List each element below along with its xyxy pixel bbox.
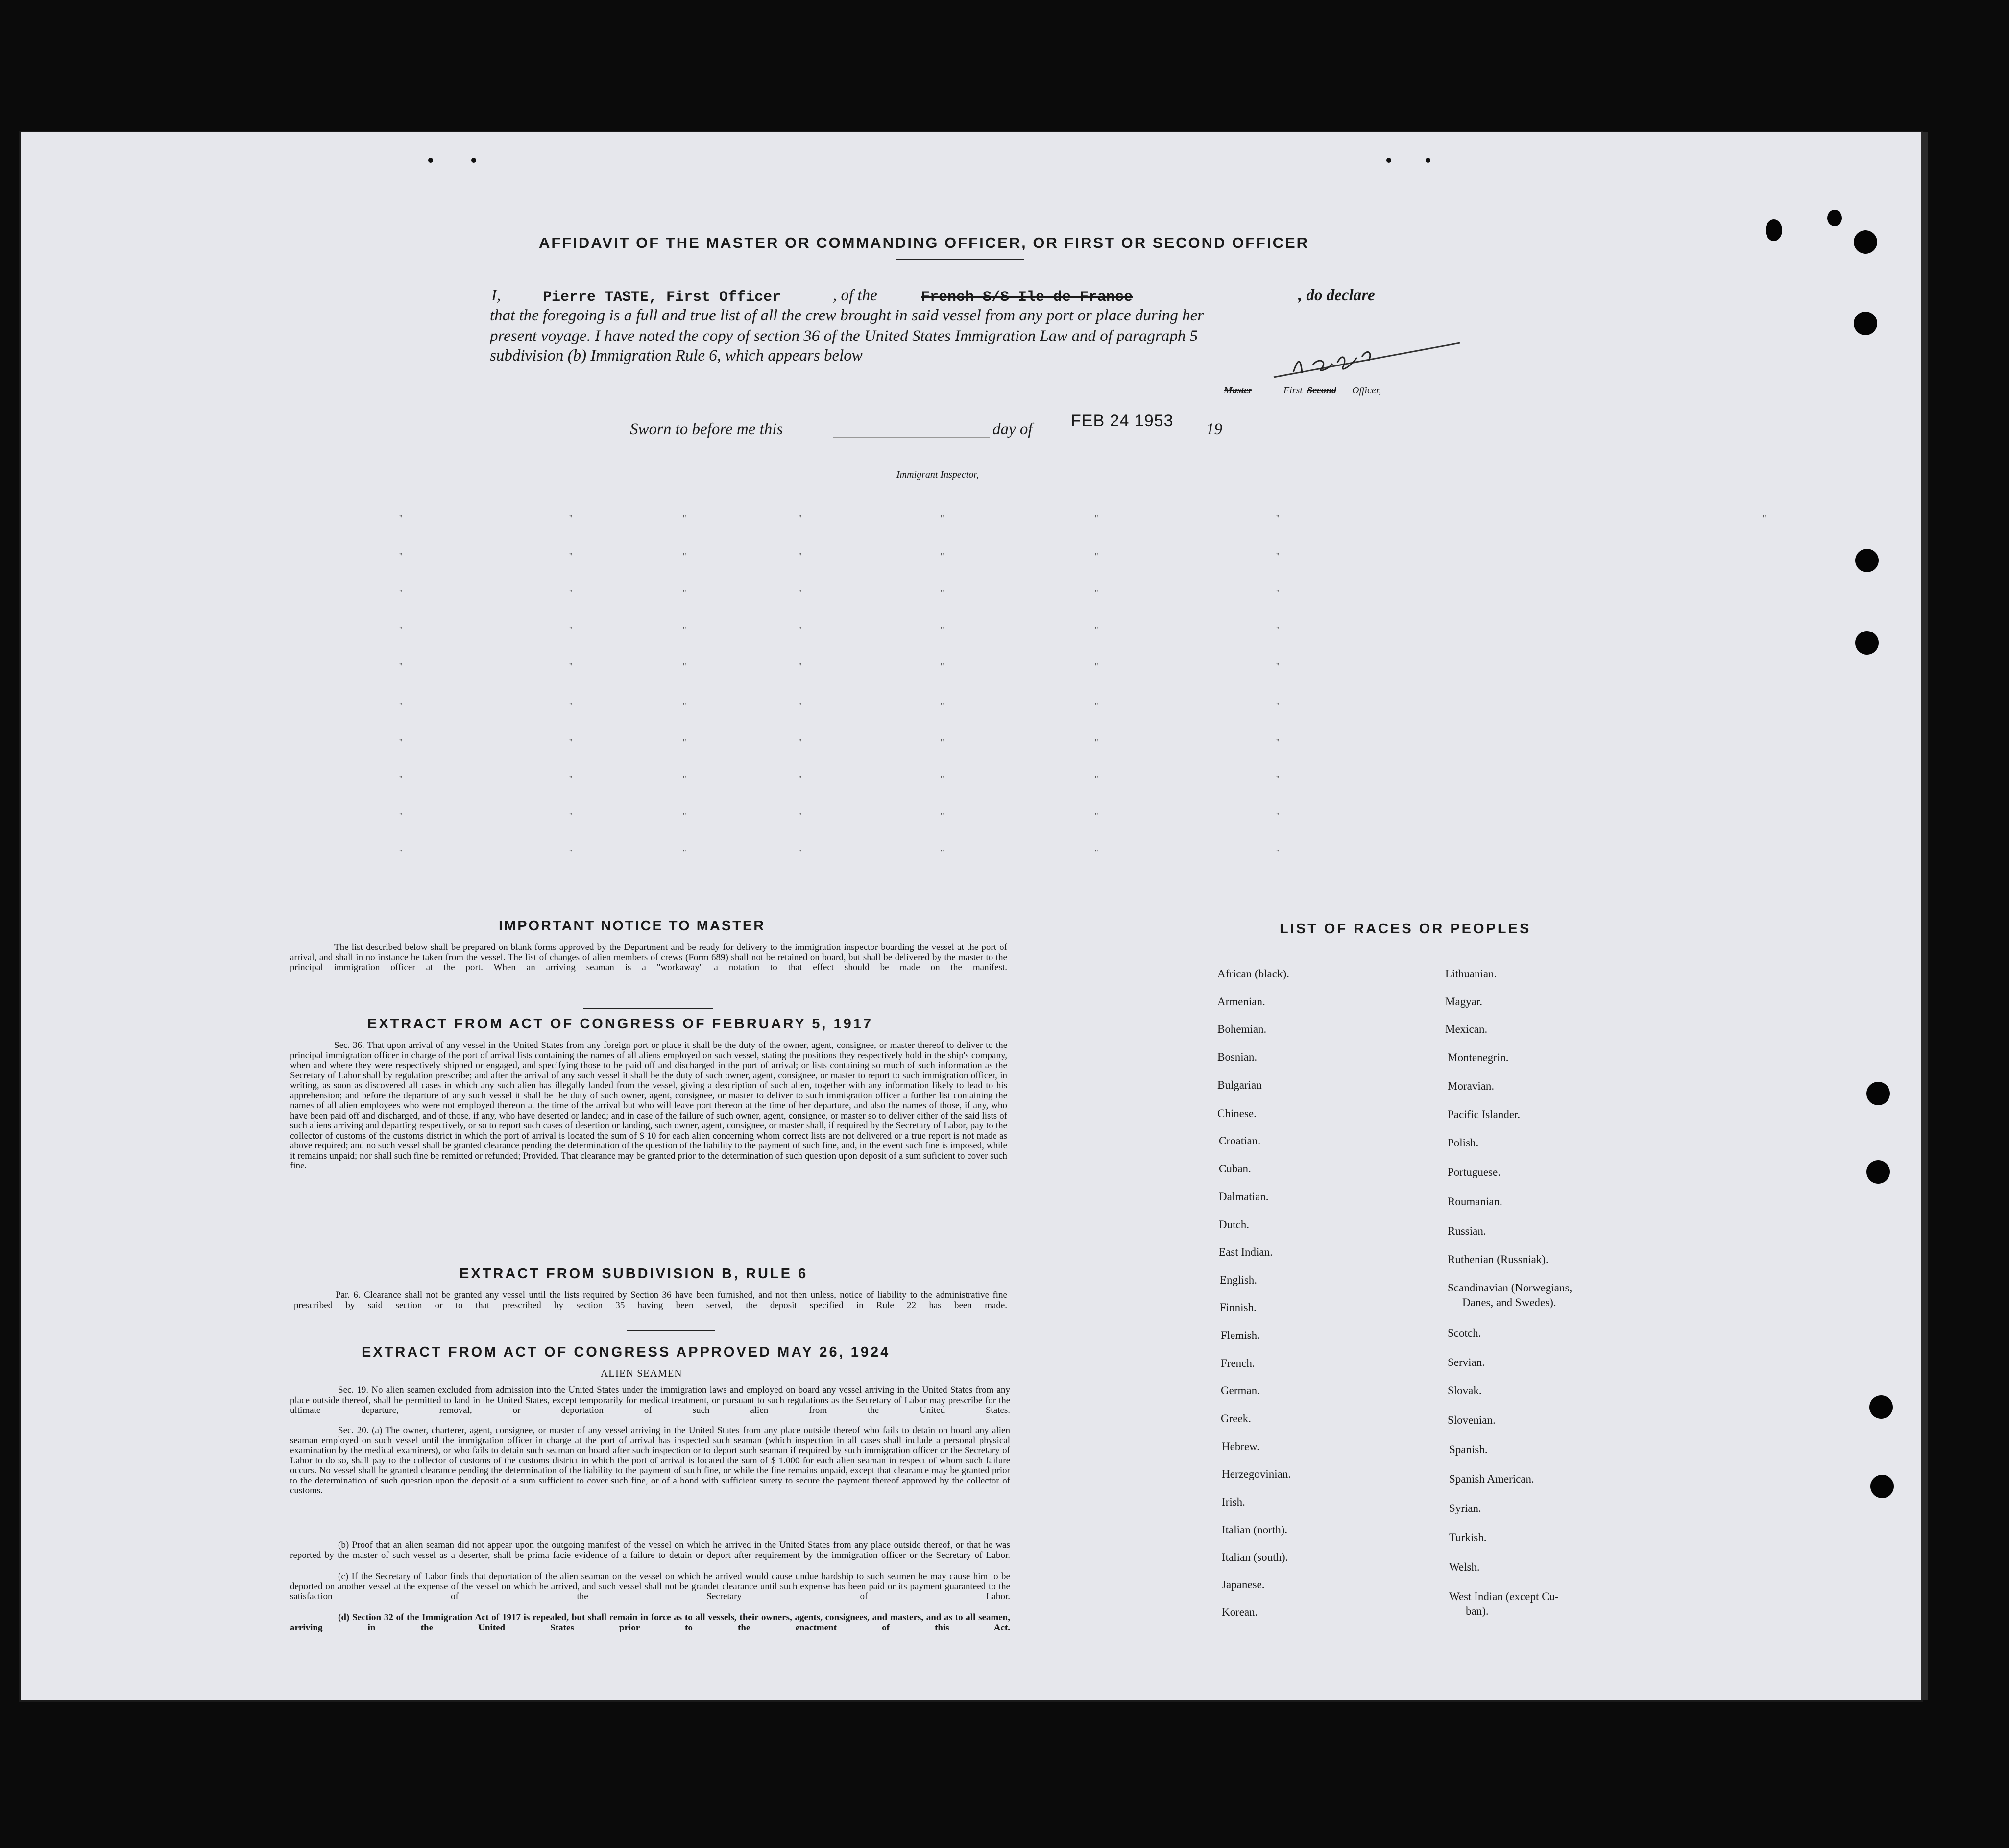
race-item: Irish. [1222,1496,1245,1508]
speck [1426,158,1430,163]
race-item: Roumanian. [1448,1195,1502,1208]
ink-blot [1827,210,1842,226]
race-item: Bulgarian [1217,1079,1262,1091]
binder-hole [1869,1395,1893,1419]
race-item: Moravian. [1448,1080,1495,1092]
race-item: Lithuanian. [1445,968,1497,980]
race-item: Greek. [1221,1412,1251,1425]
race-item: Japanese. [1222,1579,1265,1591]
race-item: Magyar. [1445,996,1483,1008]
speck [1386,158,1391,163]
race-item: Ruthenian (Russniak). [1448,1253,1549,1265]
race-item: ban). [1466,1605,1489,1617]
act-1917-heading: EXTRACT FROM ACT OF CONGRESS OF FEBRUARY 5, 1917 [367,1016,873,1032]
race-item: Finnish. [1220,1301,1257,1313]
race-item: Russian. [1448,1225,1486,1237]
vessel-name: French S/S Ile de France [921,289,1133,306]
race-item: East Indian. [1219,1246,1273,1258]
race-item: Herzegovinian. [1222,1468,1291,1480]
day-of-text: day of [992,420,1033,438]
officer-caption-first: First [1283,385,1303,396]
race-item: French. [1221,1357,1255,1369]
race-item: Armenian. [1217,996,1265,1008]
race-item: Spanish American. [1449,1473,1534,1485]
binder-hole [1866,1082,1890,1105]
year-prefix: 19 [1206,420,1222,438]
race-item: English. [1220,1274,1258,1286]
title-underline [896,259,1024,260]
race-item: Italian (south). [1222,1551,1288,1563]
race-item: Chinese. [1217,1107,1257,1119]
race-item: Pacific Islander. [1448,1108,1521,1120]
declarant-name: Pierre TASTE, First Officer [543,289,781,306]
act-1917-body: Sec. 36. That upon arrival of any vessel in the United States from any foreign port or place it shall be the duty of the owner, agent, consignee, or master thereof to deliver to the principal immigration officer in charge of the port of arrival lists containing the names of all aliens employed on such vessel, stating the positions they respectively hold in the ship's company, when and where they were respectively shipped or engaged, and specifying those to be paid off and discharged in the port of arrival; or lists containing so much of such information as the Secretary of Labor shall by regulation prescribe; and after the arrival of any such vessel it shall be the duty of such owner, agent, consignee, or master to report to such immigration officer, in writing, as soon as discovered all cases in which any such alien has illegally landed from the vessel, giving a description of such alien, together with any information likely to lead to his apprehension; and before the departure of any such vessel it shall be the duty of such owner, agent, consignee, or master to deliver to such immigration officer a further list containing the names of all alien employees who were not employed thereon at the time of the arrival but who will leave port thereon at the time of her departure, and also the names of those, if any, who have been paid off and discharged, and of those, if any, who have deserted or landed; and in case of the failure of such owner, agent, consignee, or master so to deliver either of the said lists of such aliens arriving and departing respectively, or so to report such cases of desertion or landing, such owner, agent, consignee, or master shall, if required by the Secretary of Labor, pay to the collector of customs of the customs district in which the port of arrival is located the sum of $ 10 for each alien concerning whom correct lists are not delivered or a true report is not made as above required; and no such vessel shall be granted clearance pending the determination of the question of the liability to the payment of such fine, and, in the event such fine is imposed, while it remains unpaid; nor shall such fine be remitted or refunded; Provided. That clearance may be granted prior to the determination of such question upon deposit of a sum suficient to cover such fine. [290,1040,1007,1171]
inspector-caption: Immigrant Inspector, [896,469,979,480]
officer-signature [1264,338,1470,392]
sec-19-body: Sec. 19. No alien seamen excluded from admission into the United States under the immigration laws and employed on board any vessel arriving in the United States from any place outside thereof, shall be permitted to land in the United States, except temporarily for medical treatment, or pursuant to such regulations as the Secretary of Labor may prescribe for the ultimate departure, removal, or deportation of such alien from the United States. [290,1385,1010,1415]
affidavit-line-4: subdivision (b) Immigration Rule 6, which appears below [490,347,863,365]
officer-caption-end: Officer, [1352,385,1381,396]
race-item: Bohemian. [1217,1023,1267,1035]
race-item: Montenegrin. [1448,1051,1509,1064]
race-item: Scandinavian (Norwegians, [1448,1282,1573,1294]
binder-hole [1854,230,1877,254]
race-item: Polish. [1448,1137,1479,1149]
race-item: Korean. [1222,1606,1258,1618]
sworn-text: Sworn to before me this [630,420,783,438]
affidavit-title: AFFIDAVIT OF THE MASTER OR COMMANDING OFFICER, OR FIRST OR SECOND OFFICER [539,234,1309,251]
binder-hole [1855,631,1879,655]
speck [471,158,476,163]
separator [583,1008,713,1009]
race-item: Spanish. [1449,1443,1488,1456]
rule-6-body: Par. 6. Clearance shall not be granted any vessel until the lists required by Section 36 have been furnished, and not then unless, notice of liability to the administrative fine prescribed by said section or to that prescribed by section 35 having been served, the deposit specified in Rule 22 has been made. [294,1290,1007,1311]
date-stamp: FEB 24 1953 [1071,412,1174,430]
race-item: Slovak. [1448,1385,1482,1397]
binder-hole [1855,549,1879,572]
binder-hole [1854,312,1877,335]
act-1924-subheading: ALIEN SEAMEN [601,1367,682,1379]
binder-hole [1870,1475,1894,1498]
sec-20b-body: (b) Proof that an alien seaman did not appear upon the outgoing manifest of the vessel on which he arrived in the United States from any place outside thereof, or that he was reported by the master of such vessel as a deserter, shall be prima facie evidence of a failure to detain or deport after requirement by the immigration officer or the Secretary of Labor. [290,1540,1010,1560]
binder-hole [1866,1160,1890,1184]
race-item: West Indian (except Cu- [1449,1590,1559,1603]
race-item: Slovenian. [1448,1414,1496,1426]
race-item: Syrian. [1449,1502,1481,1514]
race-item: Cuban. [1219,1163,1251,1175]
act-1924-heading: EXTRACT FROM ACT OF CONGRESS APPROVED MAY 26, 1924 [362,1344,891,1360]
race-item: Welsh. [1449,1561,1480,1573]
race-item: Dalmatian. [1219,1191,1269,1203]
affidavit-prefix: I, [491,287,501,304]
race-item: Flemish. [1221,1329,1260,1341]
do-declare-text: , do declare [1298,287,1375,304]
affidavit-line-3: present voyage. I have noted the copy of section 36 of the United States Immigration Law and of paragraph 5 [490,327,1198,345]
race-item: Servian. [1448,1356,1485,1368]
officer-caption-second: Second [1307,385,1336,396]
race-item: Hebrew. [1222,1440,1260,1453]
affidavit-line-2: that the foregoing is a full and true list of all the crew brought in said vessel from any port or place during her [490,307,1204,324]
notice-heading: IMPORTANT NOTICE TO MASTER [499,918,766,934]
race-item: German. [1221,1385,1260,1397]
race-item: Danes, and Swedes). [1462,1296,1556,1309]
separator [627,1330,715,1331]
sworn-line [833,437,990,438]
ink-blot [1766,219,1782,241]
page-edge-shadow [1921,132,1928,1700]
sec-20c-body: (c) If the Secretary of Labor finds that deportation of the alien seaman on the vessel on which he arrived would cause undue hardship to such seamen he may cause him to be deported on another vessel at the expense of the vessel on which he arrived, and such vessel shall not be grandet clearance until such expense has been paid or its payment guaranteed to the satisfaction of the Secretary of Labor. [290,1571,1010,1602]
race-item: Portuguese. [1448,1166,1501,1178]
race-item: Italian (north). [1222,1524,1288,1536]
races-heading: LIST OF RACES OR PEOPLES [1280,921,1531,937]
rule-6-heading: EXTRACT FROM SUBDIVISION B, RULE 6 [460,1266,808,1282]
of-the-text: , of the [833,287,877,304]
race-item: Scotch. [1448,1327,1481,1339]
officer-caption-master: Master [1224,385,1252,396]
race-item: Bosnian. [1217,1051,1258,1063]
race-item: Dutch. [1219,1218,1249,1231]
notice-body: The list described below shall be prepared on blank forms approved by the Department and be ready for delivery to the immigration inspector boarding the vessel at the port of arrival, and shall in no instance be taken from the vessel. The list of changes of alien members of crews (Form 689) shall not be retained on board, but shall be delivered by the master to the principal immigration officer at the port. When an arriving seaman is a "workaway" a notation to that effect should be made on the manifest. [290,942,1007,973]
speck [428,158,433,163]
race-item: Mexican. [1445,1023,1488,1035]
race-item: Croatian. [1219,1135,1260,1147]
sec-20a-body: Sec. 20. (a) The owner, charterer, agent, consignee, or master of any vessel arriving in the United States from any place outside thereof who fails to detain on board any alien seaman employed on such vessel until the immigration officer in charge at the port of arrival has inspected such seaman (which inspection in all cases shall include a personal physical examination by the medical examiners), or who fails to detain such seaman on board after such inspection or to deport such seaman if required by such immigration officer or the Secretary of Labor to do so, shall pay to the collector of customs of the customs district in which the port of arrival is located the sum of $ 1.000 for each alien seaman in respect of whom such failure occurs. No vessel shall be granted clearance pending the determination of the liability to the payment of such fine, or while the fine remains unpaid, except that clearance may be granted prior to the determination of such question upon the deposit of a sum sufficient to cover such fine, or of a bond with sufficient surety to secure the payment thereof approved by the collector of customs. [290,1425,1010,1496]
race-item: African (black). [1217,968,1289,980]
sec-20d-body: (d) Section 32 of the Immigration Act of 1917 is repealed, but shall remain in force as to all vessels, their owners, agents, consignees, and masters, and as to all seamen, arriving in the United States prior to the enactment of this Act. [290,1612,1010,1633]
race-item: Turkish. [1449,1532,1487,1544]
